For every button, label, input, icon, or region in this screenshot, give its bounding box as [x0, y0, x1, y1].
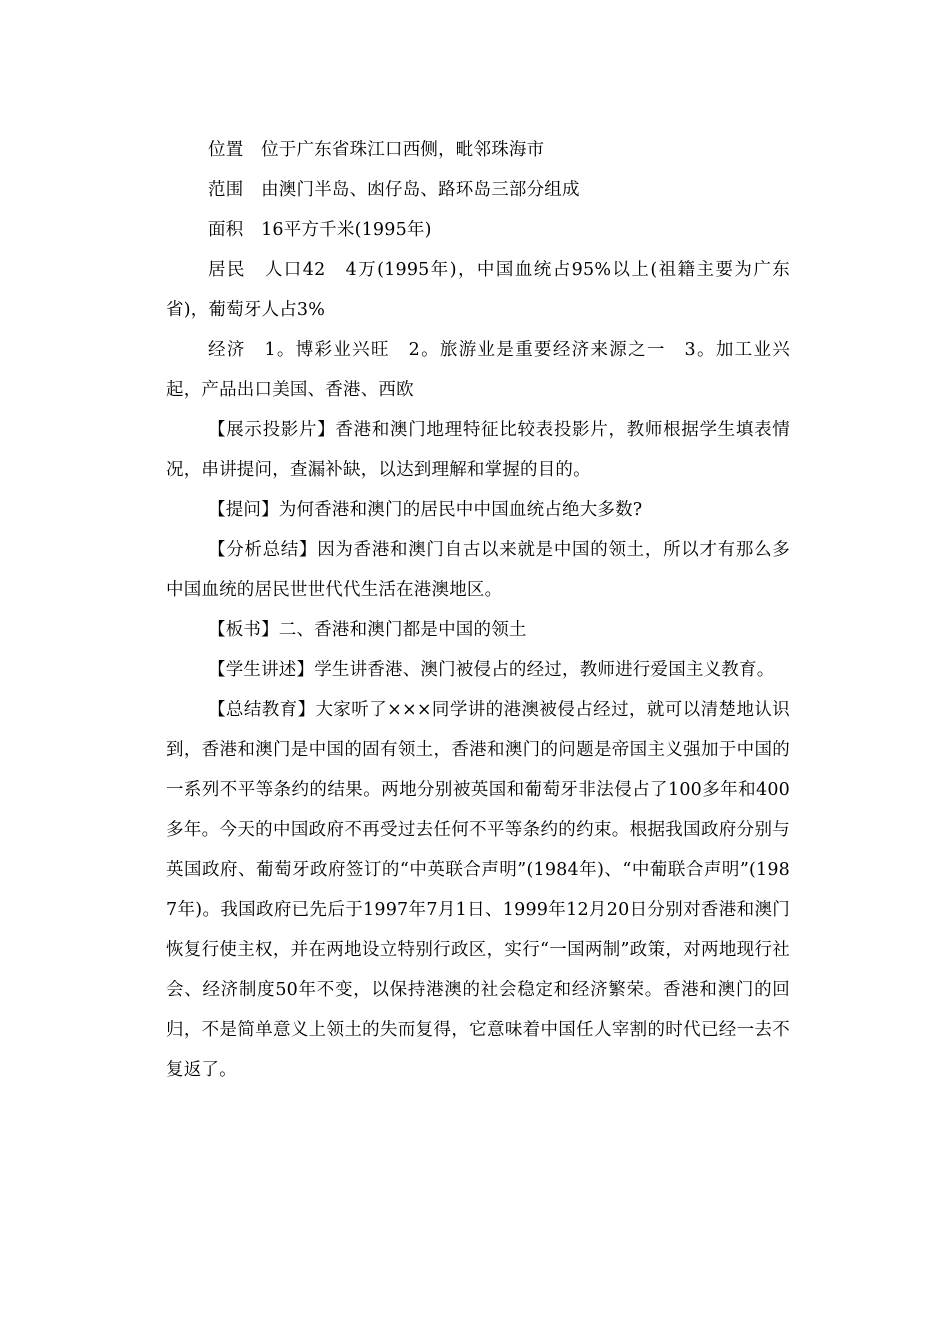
paragraph-analysis: 【分析总结】因为香港和澳门自古以来就是中国的领土，所以才有那么多中国血统的居民世世代代生活在港澳地区。 — [166, 540, 790, 600]
paragraph-area: 面积 16平方千米(1995年) — [208, 220, 432, 240]
paragraph-question: 【提问】为何香港和澳门的居民中中国血统占绝大多数? — [208, 500, 643, 520]
paragraph-residents: 居民 人口42 4万(1995年)，中国血统占95%以上(祖籍主要为广东省)，葡萄牙人占3% — [166, 260, 790, 320]
paragraph-economy: 经济 1。博彩业兴旺 2。旅游业是重要经济来源之一 3。加工业兴起，产品出口美国、香港、西欧 — [166, 340, 790, 400]
paragraph-location: 位置 位于广东省珠江口西侧，毗邻珠海市 — [208, 140, 545, 160]
paragraph-scope: 范围 由澳门半岛、凼仔岛、路环岛三部分组成 — [208, 180, 580, 200]
paragraph-student-talk: 【学生讲述】学生讲香港、澳门被侵占的经过，教师进行爱国主义教育。 — [208, 660, 775, 680]
document-body — [166, 130, 790, 1090]
paragraph-show-slide: 【展示投影片】香港和澳门地理特征比较表投影片，教师根据学生填表情况，串讲提问，查漏补缺，以达到理解和掌握的目的。 — [166, 420, 790, 480]
paragraph-board: 【板书】二、香港和澳门都是中国的领土 — [208, 620, 527, 640]
paragraph-summary: 【总结教育】大家听了×××同学讲的港澳被侵占经过，就可以清楚地认识到，香港和澳门是中国的固有领土，香港和澳门的问题是帝国主义强加于中国的一系列不平等条约的结果。两地分别被英国和葡萄牙非法侵占了100多年和400多年。今天的中国政府不再受过去任何不平等条约的约束。根据我国政府分别与英国政府、葡萄牙政府签订的“中英联合声明”(1984年)、“中葡联合声明”(1987年)。我国政府已先后于1997年7月1日、1999年12月20日分别对香港和澳门恢复行使主权，并在两地设立特别行政区，实行“一国两制”政策，对两地现行社会、经济制度50年不变，以保持港澳的社会稳定和经济繁荣。香港和澳门的回归，不是简单意义上领土的失而复得，它意味着中国任人宰割的时代已经一去不复返了。 — [166, 700, 790, 1080]
